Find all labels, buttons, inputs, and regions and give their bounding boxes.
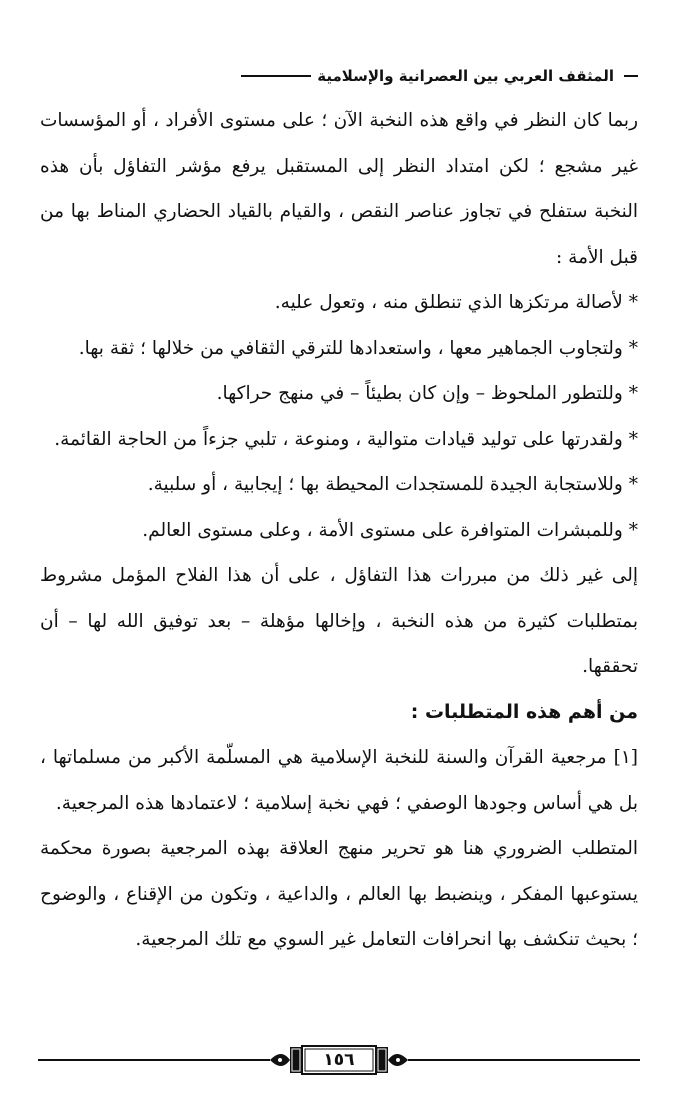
bullet-item: * وللتطور الملحوظ – وإن كان بطيئاً – في منهج حراكها. — [216, 383, 638, 404]
bullet-item: * وللاستجابة الجيدة للمستجدات المحيطة بها ؛ إيجابية ، أو سلبية. — [147, 474, 638, 495]
paragraph-requirement-detail: المتطلب الضروري هنا هو تحرير منهج العلاقة بهذه المرجعية بصورة محكمة يستوعبها المفكر ، وينضبط بها العالم ، والداعية ، وتكون من الإقناع ، والوضوح ؛ بحيث تنكشف بها انحرافات التعامل غير السوي مع تلك المرجعية. — [40, 838, 638, 950]
bullet-item: * لأصالة مرتكزها الذي تنطلق منه ، وتعول عليه. — [274, 292, 638, 313]
paragraph-requirement-1: [١] مرجعية القرآن والسنة للنخبة الإسلامية هي المسلّمة الأكبر من مسلماتها ، بل هي أساس وجودها الوصفي ؛ فهي نخبة إسلامية ؛ لاعتمادها هذه المرجعية. — [40, 747, 638, 814]
body-text — [40, 98, 638, 963]
paragraph-conditions: إلى غير ذلك من مبررات هذا التفاؤل ، على أن هذا الفلاح المؤمل مشروط بمتطلبات كثيرة من هذه النخبة ، وإخالها مؤهلة – بعد توفيق الله لها – أن تحققها. — [40, 565, 638, 677]
bullet-item: * ولتجاوب الجماهير معها ، واستعدادها للترقي الثقافي من خلالها ؛ ثقة بها. — [78, 337, 638, 359]
page-footer — [38, 1040, 640, 1080]
running-title: المثقف العربي بين العصرانية والإسلامية — [317, 67, 614, 85]
page-number: ١٥٦ — [323, 1050, 355, 1070]
header-rule-left — [241, 75, 311, 77]
footer-rule-left — [38, 1059, 270, 1061]
section-heading: من أهم هذه المتطلبات : — [410, 700, 638, 723]
running-header — [40, 62, 638, 90]
footer-rule-right — [408, 1059, 640, 1061]
header-rule-right — [624, 75, 638, 77]
bullet-item: * ولقدرتها على توليد قيادات متوالية ، ومنوعة ، تلبي جزءاً من الحاجة القائمة. — [54, 428, 638, 450]
bullet-item: * وللمبشرات المتوافرة على مستوى الأمة ، وعلى مستوى العالم. — [142, 519, 638, 541]
paragraph-intro: ربما كان النظر في واقع هذه النخبة الآن ؛ على مستوى الأفراد ، أو المؤسسات غير مشجع ؛ لكن امتداد النظر إلى المستقبل يرفع مؤشر التفاؤل بأن هذه النخبة ستفلح في تجاوز عناصر النقص ، والقيام بالقياد الحضاري المناط بها من قبل الأمة : — [40, 110, 638, 268]
